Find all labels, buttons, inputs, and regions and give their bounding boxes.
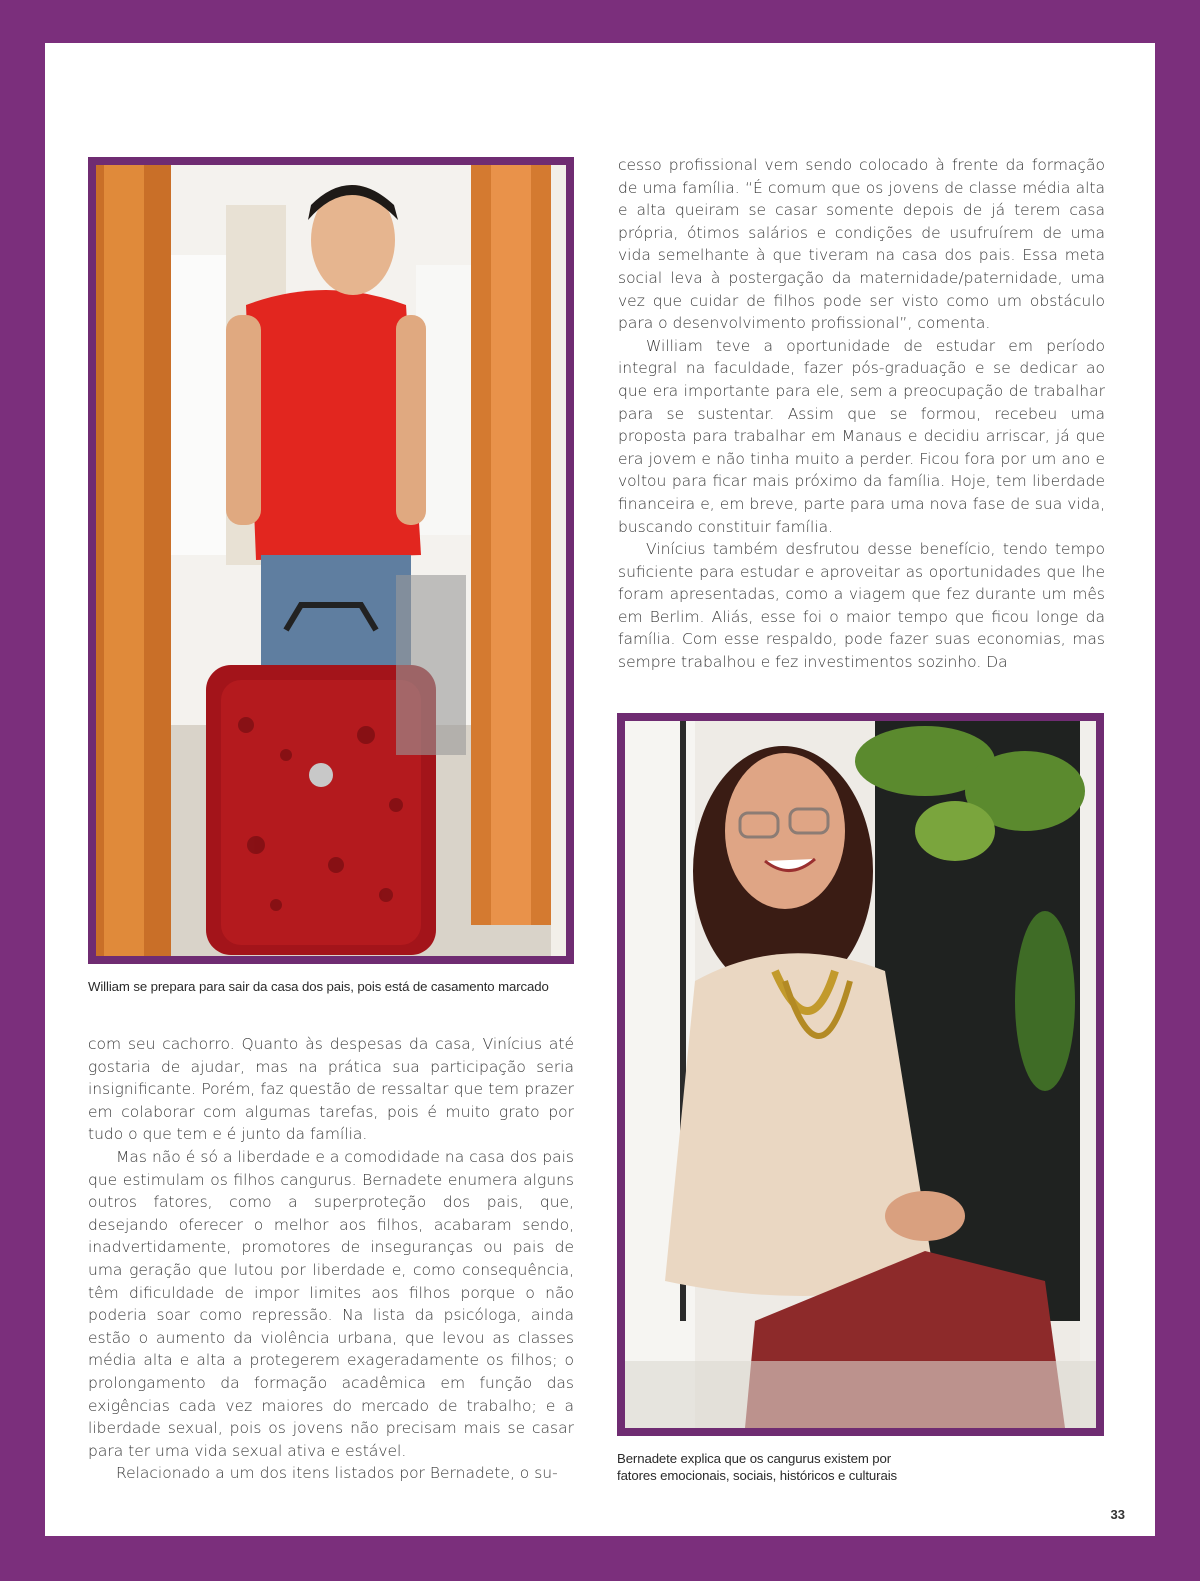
paragraph: Mas não é só a liberdade e a comodidade na casa dos pais que estimulam os filhos cangurus. Bernadete enumera alguns outros fatores, como a superproteção dos pais, que, desejando oferecer o melhor aos filhos, acabaram sendo, inadvertidamente, promotores de inseguranças ou pais de uma geração que lutou por liberdade e, como consequência, têm dificuldade de impor limites aos filhos porque o não poderia soar como repressão. Na lista da psicóloga, ainda estão o aumento da violência urbana, que levou as classes média alta e alta a protegerem exageradamente os filhos; o prolongamento da formação acadêmica em função das exigências cada vez maiores do mercado de trabalho; e a liberdade sexual, pois os jovens não precisam mais se casar para ter uma vida sexual ativa e estável. — [88, 1147, 574, 1460]
photo-bernadete-frame — [617, 713, 1104, 1436]
paragraph: Relacionado a um dos itens listados por Bernadete, o su- — [116, 1464, 558, 1483]
paragraph: com seu cachorro. Quanto às despesas da casa, Vinícius até gostaria de ajudar, mas na prática sua participação seria insignificante. Porém, faz questão de ressaltar que tem prazer em colaborar com algumas tarefas, pois é muito grato por tudo o que tem e é junto da família. — [88, 1035, 574, 1144]
photo-william — [96, 165, 566, 956]
paragraph: Vinícius também desfrutou desse benefício, tendo tempo suficiente para estudar e aproveitar as oportunidades que lhe foram apresentadas, como a viagem que fez durante um mês em Berlim. Aliás, esse foi o maior tempo que ficou longe da família. Com esse respaldo, pode fazer suas economias, mas sempre trabalhou e fez investimentos sozinho. Da — [618, 540, 1105, 672]
paragraph: cesso profissional vem sendo colocado à frente da formação de uma família. “É comum que os jovens de classe média alta e alta queiram se casar somente depois de já terem casa própria, ótimos salários e condições de usufruírem de uma vida semelhante à que tiveram na casa dos pais. Essa meta social leva à postergação da maternidade/paternidade, uma vez que cuidar de filhos pode ser visto como um obstáculo para o desenvolvimento profissional”, comenta. — [618, 156, 1105, 333]
page-number: 33 — [1110, 1507, 1125, 1522]
photo-william-frame — [88, 157, 574, 964]
photo-bernadete-caption — [617, 1450, 1117, 1484]
caption-line: fatores emocionais, sociais, históricos e culturais — [617, 1468, 898, 1483]
caption-line: Bernadete explica que os cangurus existem por — [617, 1451, 892, 1466]
paragraph: William teve a oportunidade de estudar em período integral na faculdade, fazer pós-graduação e se dedicar ao que era importante para ele, sem a preocupação de trabalhar para se sustentar. Assim que se formou, recebeu uma proposta para trabalhar em Manaus e decidiu arriscar, já que era jovem e não tinha muito a perder. Ficou fora por um ano e voltou para ficar mais próximo da família. Hoje, tem liberdade financeira e, em breve, parte para uma nova fase de sua vida, buscando constituir família. — [618, 336, 1105, 536]
photo-bernadete — [625, 721, 1096, 1428]
photo-william-caption: William se prepara para sair da casa dos pais, pois está de casamento marcado — [88, 979, 549, 994]
magazine-page — [45, 43, 1155, 1536]
left-column-text — [88, 1033, 574, 1485]
right-column-text — [618, 154, 1105, 674]
